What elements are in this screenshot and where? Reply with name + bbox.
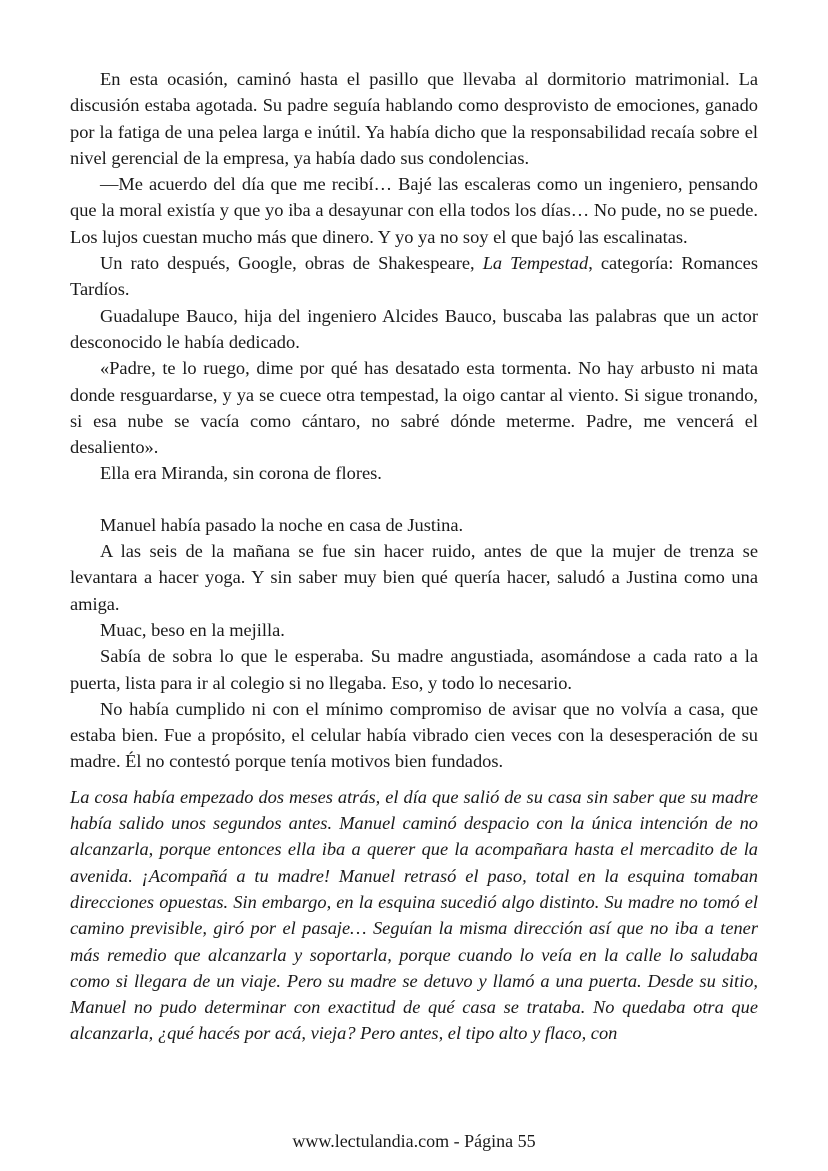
paragraph-text: Un rato después, Google, obras de Shakespeare, [100, 253, 483, 274]
paragraph [70, 250, 758, 303]
paragraph: A las seis de la mañana se fue sin hacer ruido, antes de que la mujer de trenza se levantara a hacer yoga. Y sin saber muy bien qué quería hacer, saludó a Justina como una amiga. [70, 541, 758, 614]
book-title: La Tempestad [482, 253, 589, 274]
paragraph: —Me acuerdo del día que me recibí… Bajé las escaleras como un ingeniero, pensando que la moral existía y que yo iba a desayunar con ella todos los días… No pude, no se puede. Los lujos cuestan mucho más que dinero. Y yo ya no soy el que bajó las escalinatas. [70, 174, 758, 247]
italic-paragraph: La cosa había empezado dos meses atrás, el día que salió de su casa sin saber que su madre había salido unos segundos antes. Manuel caminó despacio con la única intención de no alcanzarla, porque entonces ella iba a querer que la acompañara hasta el mercadito de la avenida. ¡Acompañá a tu madre! Manuel retrasó el paso, total en la esquina tomaban direcciones opuestas. Sin embargo, en la esquina sucedió algo distinto. Su madre no tomó el camino previsible, giró por el pasaje… Seguían la misma dirección así que no iba a tener más remedio que alcanzarla y soportarla, porque cuando lo veía en la calle lo saludaba como si llegara de un viaje. Pero su madre se detuvo y llamó a una puerta. Desde su sitio, Manuel no pudo determinar con exactitud de qué casa se trataba. No quedaba otra que alcanzarla, ¿qué hacés por acá, vieja? Pero antes, el tipo alto y flaco, con [70, 786, 758, 1044]
paragraph: No había cumplido ni con el mínimo compromiso de avisar que no volvía a casa, que estaba bien. Fue a propósito, el celular había vibrado cien veces con la desesperación de su madre. Él no contestó porque tenía motivos bien fundados. [70, 698, 758, 772]
paragraph: Guadalupe Bauco, hija del ingeniero Alcides Bauco, buscaba las palabras que un actor desconocido le había dedicado. [70, 305, 758, 352]
paragraph: Muac, beso en la mejilla. [100, 619, 285, 640]
page-body [70, 66, 758, 1047]
paragraph: En esta ocasión, caminó hasta el pasillo que llevaba al dormitorio matrimonial. La discusión estaba agotada. Su padre seguía hablando como desprovisto de emociones, ganado por la fatiga de una pelea larga e inútil. Ya había dicho que la responsabilidad recaía sobre el nivel gerencial de la empresa, ya había dado sus condolencias. [70, 69, 758, 168]
section-break [70, 487, 758, 512]
paragraph: Ella era Miranda, sin corona de flores. [100, 463, 382, 484]
italic-passage [70, 784, 758, 1047]
paragraph: Manuel había pasado la noche en casa de Justina. [100, 514, 464, 535]
spacer [70, 775, 758, 784]
page-footer: www.lectulandia.com - Página 55 [292, 1131, 536, 1151]
paragraph-text: , categoría: Romances Tardíos. [70, 253, 758, 300]
paragraph: «Padre, te lo ruego, dime por qué has desatado esta tormenta. No hay arbusto ni mata donde resguardarse, y ya se cuece otra tempestad, la oigo cantar al viento. Si sigue tronando, si esa nube se vacía como cántaro, no sabré dónde meterme. Padre, me vencerá el desaliento». [70, 358, 758, 458]
paragraph: Sabía de sobra lo que le esperaba. Su madre angustiada, asomándose a cada rato a la puerta, lista para ir al colegio si no llegaba. Eso, y todo lo necesario. [70, 646, 758, 693]
